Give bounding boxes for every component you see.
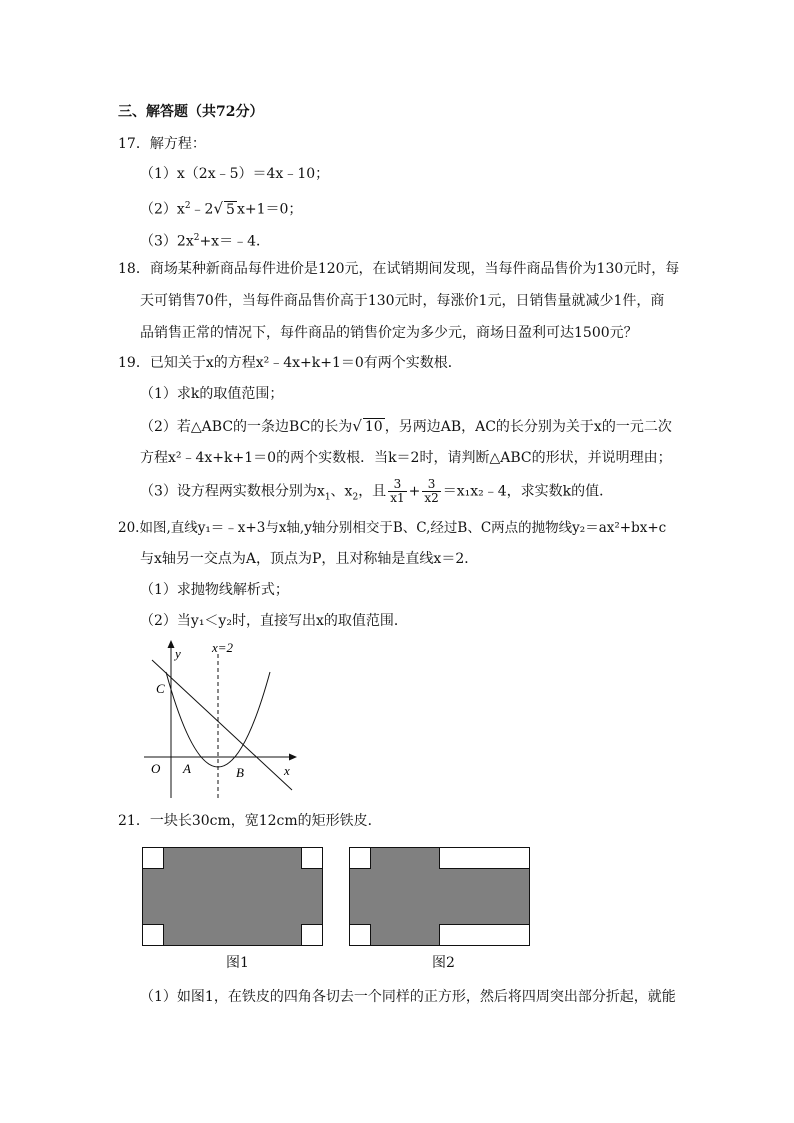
fraction-2 [422,478,440,505]
y-axis-arrow [168,640,175,648]
q19-line5 [140,478,613,507]
q19-line3-b: ，另两边AB，AC的长分别为关于x的一元二次 [384,419,672,435]
parabola-graph [140,638,310,803]
fraction-2-num: 3 [422,478,440,492]
q18-line1: 18．商场某种新商品每件进价是120元，在试销期间发现，当每件商品售价为130元时，每 [118,261,680,277]
q17-title: 17．解方程： [118,136,206,152]
sub-1: 1 [324,492,331,503]
corner-bl [143,925,164,946]
q19-line5-d: ＝x₁x₂﹣4，求实数k的值． [442,483,614,500]
label-x: x [284,763,290,778]
radical-sign: √ [352,417,362,435]
q17-part1: （1）x（2x﹣5）＝4x﹣10； [140,166,330,182]
q17-part3-b: +x＝﹣4． [199,233,270,250]
label-y: y [175,646,181,661]
q17-part2 [140,196,302,220]
cutout-br [440,925,530,946]
section-title: 三、解答题（共72分） [118,104,264,120]
corner-tl [143,848,164,869]
q21-line2: （1）如图1，在铁皮的四角各切去一个同样的正方形，然后将四周突出部分折起，就能 [140,989,676,1005]
q19-line1: 19．已知关于x的方程x²﹣4x+k+1＝0有两个实数根． [118,355,462,371]
q20-line2: 与x轴另一交点为A，顶点为P，且对称轴是直线x＝2． [140,551,479,567]
figure-1-caption: 图1 [226,955,249,971]
q17-part2-a: （2）x [140,201,185,218]
sup-2: 2 [184,201,191,211]
corner-br [302,925,323,946]
fraction-1 [388,478,406,505]
sheet-shaded [143,848,323,946]
label-C: C [156,681,165,696]
fraction-2-den: x2 [424,491,439,505]
q19-line5-b: 、x [330,483,353,500]
label-B: B [236,765,244,780]
label-symmetry: x=2 [212,640,234,655]
label-A: A [183,761,191,776]
q20-line1: 20.如图,直线y₁＝﹣x+3与x轴,y轴分别相交于B、C,经过B、C两点的抛物线y₂＝ax²+bx+c [118,520,667,536]
q17-part3 [140,228,270,252]
figure-1 [142,847,324,947]
line-y1 [152,660,292,790]
fraction-1-num: 3 [388,478,406,492]
q17-part2-b: ﹣2 [190,201,214,218]
plus-sign: + [408,483,421,500]
figure-2-caption: 图2 [432,955,455,971]
q19-line3 [140,416,672,437]
figure-2 [349,847,531,947]
q19-line2: （1）求k的取值范围； [140,386,284,402]
corner-tr [302,848,323,869]
radical-sign: √ [213,199,224,218]
q20-line3: （1）求抛物线解析式； [140,582,289,598]
q17-part2-radicand: 5 [226,201,235,218]
q17-part3-a: （3）2x [140,233,194,250]
sub-2: 2 [352,492,359,503]
q17-part2-c: x+1＝0； [236,201,303,218]
cutout-tr [440,848,530,869]
q19-line5-a: （3）设方程两实数根分别为x [140,483,325,500]
q21-line1: 21．一块长30cm，宽12cm的矩形铁皮． [118,813,382,829]
q18-line3: 品销售正常的情况下，每件商品的销售价定为多少元，商场日盈利可达1500元？ [140,325,638,341]
corner-bl [350,925,371,946]
q20-line4: （2）当y₁＜y₂时，直接写出x的取值范围． [140,613,408,629]
q19-line3-a: （2）若△ABC的一条边BC的长为 [140,419,353,435]
sup-2: 2 [193,233,200,243]
corner-tl [350,848,371,869]
q19-radicand: 10 [364,419,383,435]
q19-line4: 方程x²﹣4x+k+1＝0的两个实数根．当k＝2时，请判断△ABC的形状，并说明理由； [140,450,672,466]
x-axis-arrow [289,754,297,761]
q19-line5-c: ，且 [358,483,387,500]
q18-line2: 天可销售70件，当每件商品售价高于130元时，每涨价1元，日销售量就减少1件，商 [140,293,665,309]
label-O: O [151,761,161,776]
fraction-1-den: x1 [390,491,405,505]
